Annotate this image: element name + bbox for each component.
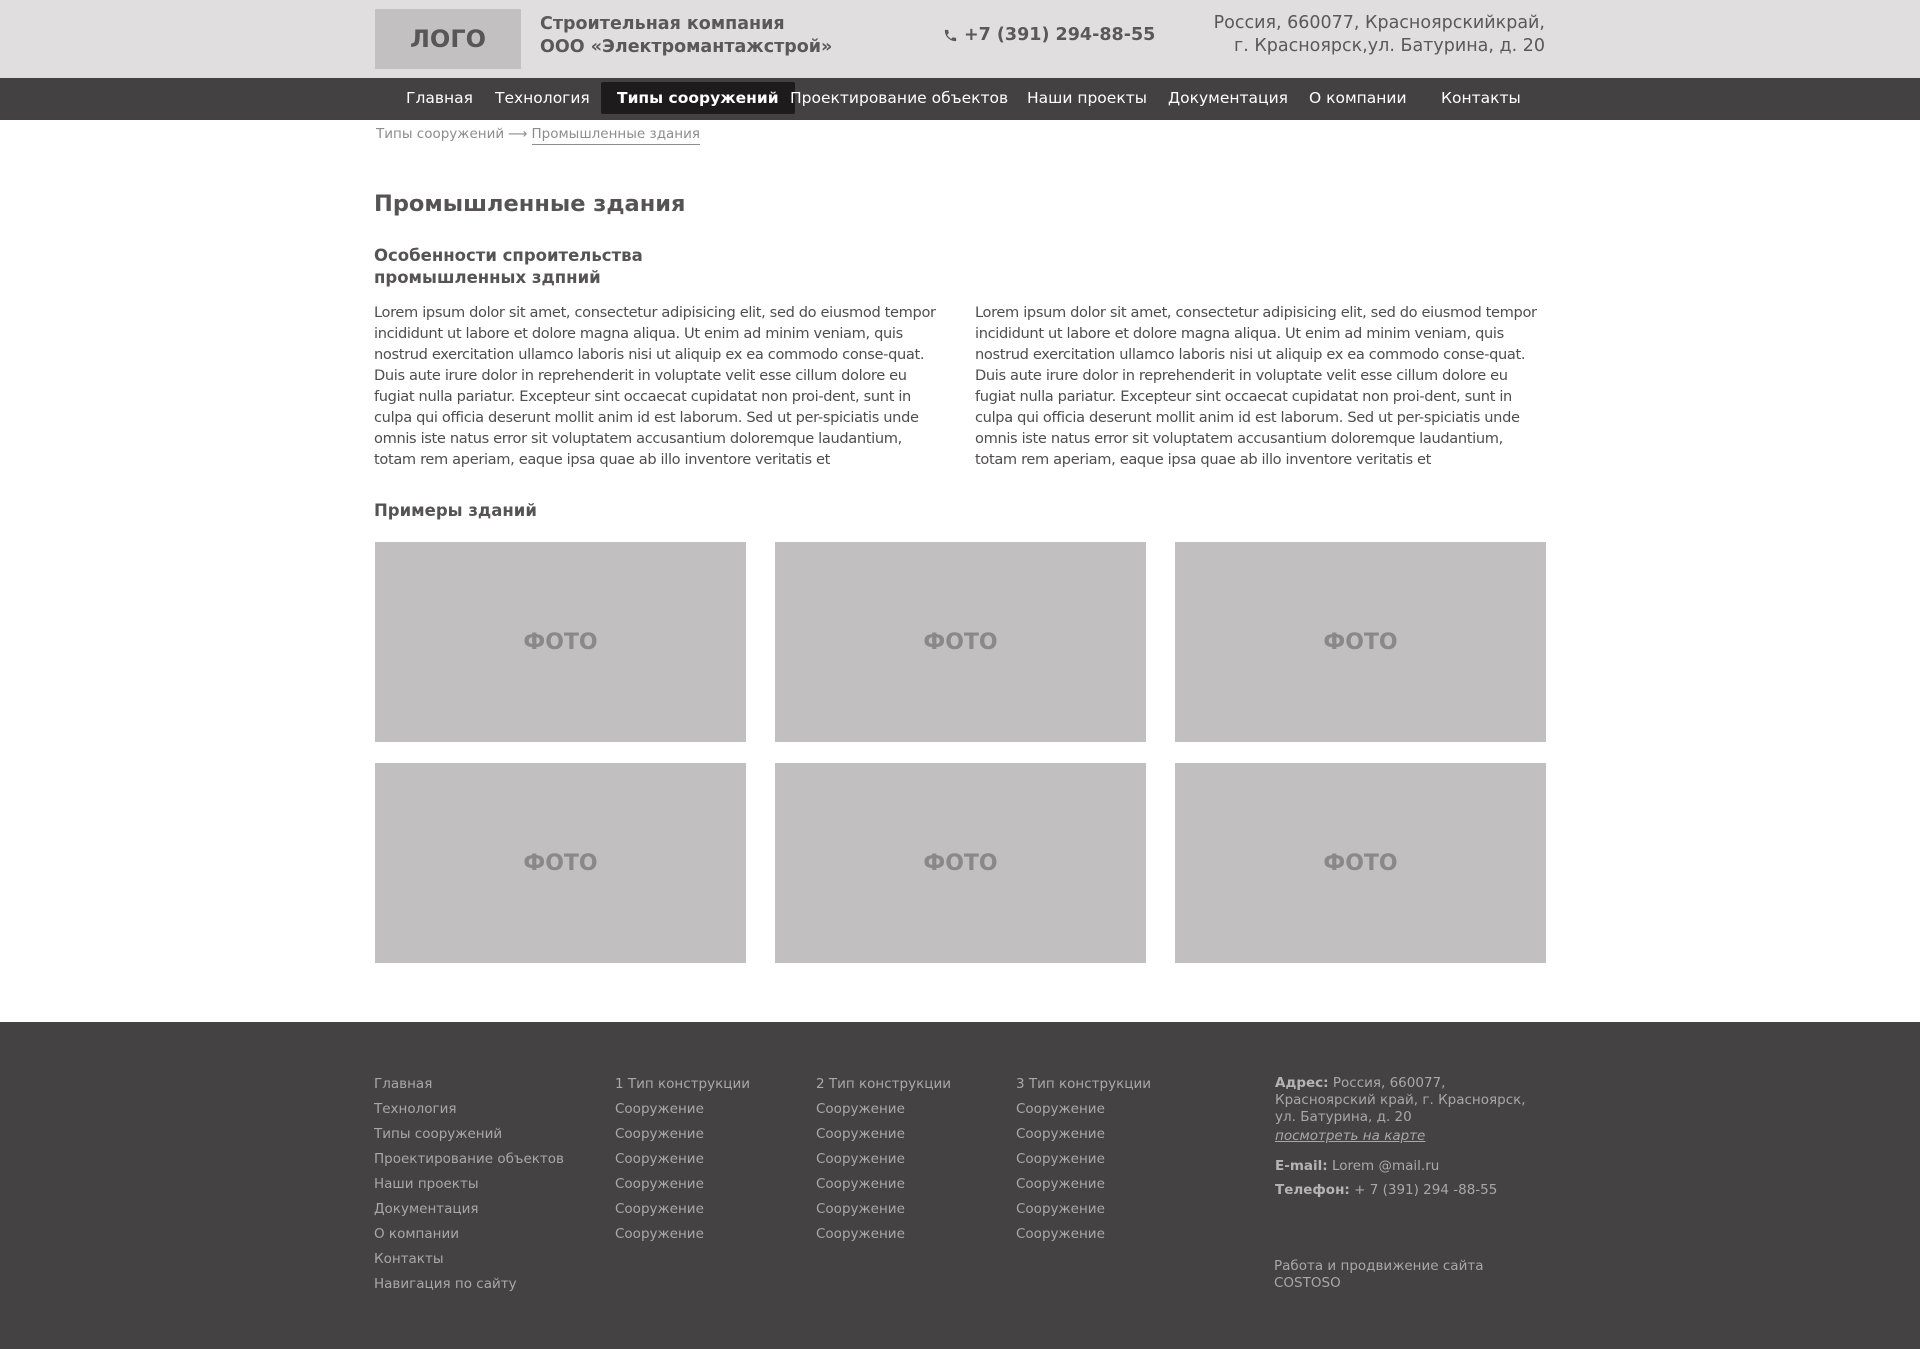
footer-link-sitemap[interactable]: Навигация по сайту bbox=[374, 1276, 517, 1292]
main-nav bbox=[0, 78, 1920, 120]
footer-link-design[interactable]: Проектирование объектов bbox=[374, 1151, 564, 1167]
footer-phone bbox=[1275, 1182, 1545, 1199]
logo[interactable]: ЛОГО bbox=[375, 9, 521, 69]
breadcrumb bbox=[376, 126, 700, 145]
footer-type-item[interactable]: Сооружение bbox=[816, 1176, 905, 1192]
footer-type-heading[interactable]: 1 Тип конструкции bbox=[615, 1076, 750, 1092]
breadcrumb-separator: ⟶ bbox=[508, 126, 528, 142]
section-title-line-1: Особенности спроительства bbox=[374, 246, 643, 265]
footer-type-column-2 bbox=[816, 1075, 951, 1250]
footer-link-docs[interactable]: Документация bbox=[374, 1201, 479, 1217]
footer-phone-label: Телефон: bbox=[1275, 1182, 1350, 1198]
breadcrumb-parent[interactable]: Типы сооружений bbox=[376, 126, 505, 142]
footer-type-item[interactable]: Сооружение bbox=[615, 1126, 704, 1142]
footer-address-value: Россия, 660077, Красноярский край, г. Красноярск, ул. Батурина, д. 20 bbox=[1275, 1075, 1526, 1125]
footer-type-column-1 bbox=[615, 1075, 750, 1250]
footer-address-label: Адрес: bbox=[1275, 1075, 1329, 1091]
footer-type-item[interactable]: Сооружение bbox=[816, 1101, 905, 1117]
photo-placeholder[interactable]: ФОТО bbox=[775, 763, 1146, 963]
footer-nav bbox=[374, 1075, 564, 1300]
footer-type-item[interactable]: Сооружение bbox=[615, 1201, 704, 1217]
footer-type-item[interactable]: Сооружение bbox=[615, 1151, 704, 1167]
header-address bbox=[1185, 12, 1545, 58]
footer-type-item[interactable]: Сооружение bbox=[816, 1201, 905, 1217]
promo-line-1: Работа и продвижение сайта bbox=[1274, 1258, 1484, 1274]
photo-placeholder[interactable]: ФОТО bbox=[1175, 542, 1546, 742]
footer-phone-value[interactable]: + 7 (391) 294 -88-55 bbox=[1354, 1182, 1498, 1198]
footer-type-item[interactable]: Сооружение bbox=[1016, 1126, 1105, 1142]
company-line-1: Строительная компания bbox=[540, 14, 785, 34]
footer-type-heading[interactable]: 2 Тип конструкции bbox=[816, 1076, 951, 1092]
promo-line-2: COSTOSO bbox=[1274, 1275, 1341, 1291]
footer-address bbox=[1275, 1075, 1545, 1126]
photo-placeholder[interactable]: ФОТО bbox=[375, 763, 746, 963]
header-phone-number: +7 (391) 294-88-55 bbox=[964, 25, 1156, 45]
footer-email-label: E-mail: bbox=[1275, 1158, 1328, 1174]
nav-item-home[interactable]: Главная bbox=[406, 89, 473, 107]
footer-link-building-types[interactable]: Типы сооружений bbox=[374, 1126, 503, 1142]
footer-type-item[interactable]: Сооружение bbox=[615, 1226, 704, 1242]
footer-promo[interactable] bbox=[1274, 1258, 1514, 1292]
footer-type-item[interactable]: Сооружение bbox=[816, 1226, 905, 1242]
nav-item-design[interactable]: Проектирование объектов bbox=[790, 89, 1009, 107]
nav-item-contacts[interactable]: Контакты bbox=[1441, 89, 1521, 107]
footer-link-technology[interactable]: Технология bbox=[374, 1101, 457, 1117]
footer-contacts bbox=[1275, 1075, 1545, 1199]
footer-type-item[interactable]: Сооружение bbox=[1016, 1226, 1105, 1242]
nav-item-projects[interactable]: Наши проекты bbox=[1027, 89, 1147, 107]
phone-icon bbox=[943, 28, 958, 43]
address-line-2: г. Красноярск,ул. Батурина, д. 20 bbox=[1234, 36, 1545, 56]
nav-item-building-types[interactable]: Типы сооружений bbox=[601, 82, 795, 114]
nav-item-about[interactable]: О компании bbox=[1309, 89, 1407, 107]
site-footer bbox=[0, 1022, 1920, 1349]
footer-type-item[interactable]: Сооружение bbox=[816, 1126, 905, 1142]
map-link[interactable]: посмотреть на карте bbox=[1275, 1128, 1426, 1144]
footer-link-contacts[interactable]: Контакты bbox=[374, 1251, 444, 1267]
examples-title: Примеры зданий bbox=[374, 501, 537, 520]
photo-placeholder[interactable]: ФОТО bbox=[1175, 763, 1546, 963]
footer-type-item[interactable]: Сооружение bbox=[1016, 1101, 1105, 1117]
footer-link-about[interactable]: О компании bbox=[374, 1226, 459, 1242]
section-title-line-2: промышленных здпний bbox=[374, 268, 601, 287]
site-header bbox=[0, 0, 1920, 78]
page-title: Промышленные здания bbox=[374, 191, 686, 217]
breadcrumb-current[interactable]: Промышленные здания bbox=[532, 126, 701, 145]
footer-link-home[interactable]: Главная bbox=[374, 1076, 433, 1092]
footer-type-item[interactable]: Сооружение bbox=[1016, 1176, 1105, 1192]
text-column-right: Lorem ipsum dolor sit amet, consectetur adipisicing elit, sed do eiusmod tempor incididunt ut labore et dolore magna aliqua. Ut enim ad minim veniam, quis nostrud exercitation ullamco laboris nisi ut aliquip ex ea commodo conse-quat. Duis aute irure dolor in reprehenderit in voluptate velit esse cillum dolore eu fugiat nulla pariatur. Excepteur sint occaecat cupidatat non proi-dent, sunt in culpa qui officia deserunt mollit anim id est laborum. Sed ut per-spiciatis unde omnis iste natus error sit voluptatem accusantium doloremque laudantium, totam rem aperiam, eaque ipsa quae ab illo inventore veritatis et bbox=[975, 304, 1537, 468]
footer-type-item[interactable]: Сооружение bbox=[1016, 1201, 1105, 1217]
photo-placeholder[interactable]: ФОТО bbox=[375, 542, 746, 742]
section-title bbox=[374, 245, 694, 289]
footer-type-heading[interactable]: 3 Тип конструкции bbox=[1016, 1076, 1151, 1092]
header-phone[interactable] bbox=[943, 25, 1155, 45]
footer-email-value[interactable]: Lorem @mail.ru bbox=[1331, 1158, 1440, 1174]
footer-type-item[interactable]: Сооружение bbox=[615, 1176, 704, 1192]
footer-type-column-3 bbox=[1016, 1075, 1151, 1250]
footer-type-item[interactable]: Сооружение bbox=[615, 1101, 704, 1117]
footer-type-item[interactable]: Сооружение bbox=[1016, 1151, 1105, 1167]
text-column-left: Lorem ipsum dolor sit amet, consectetur adipisicing elit, sed do eiusmod tempor incididunt ut labore et dolore magna aliqua. Ut enim ad minim veniam, quis nostrud exercitation ullamco laboris nisi ut aliquip ex ea commodo conse-quat. Duis aute irure dolor in reprehenderit in voluptate velit esse cillum dolore eu fugiat nulla pariatur. Excepteur sint occaecat cupidatat non proi-dent, sunt in culpa qui officia deserunt mollit anim id est laborum. Sed ut per-spiciatis unde omnis iste natus error sit voluptatem accusantium doloremque laudantium, totam rem aperiam, eaque ipsa quae ab illo inventore veritatis et bbox=[374, 304, 936, 468]
footer-type-item[interactable]: Сооружение bbox=[816, 1151, 905, 1167]
company-name bbox=[540, 13, 832, 59]
nav-item-technology[interactable]: Технология bbox=[495, 89, 590, 107]
company-line-2: ООО «Электромантажстрой» bbox=[540, 37, 833, 57]
address-line-1: Россия, 660077, Красноярскийкрай, bbox=[1213, 13, 1545, 33]
footer-email bbox=[1275, 1158, 1545, 1175]
photo-placeholder[interactable]: ФОТО bbox=[775, 542, 1146, 742]
nav-item-docs[interactable]: Документация bbox=[1168, 89, 1288, 107]
footer-link-projects[interactable]: Наши проекты bbox=[374, 1176, 479, 1192]
